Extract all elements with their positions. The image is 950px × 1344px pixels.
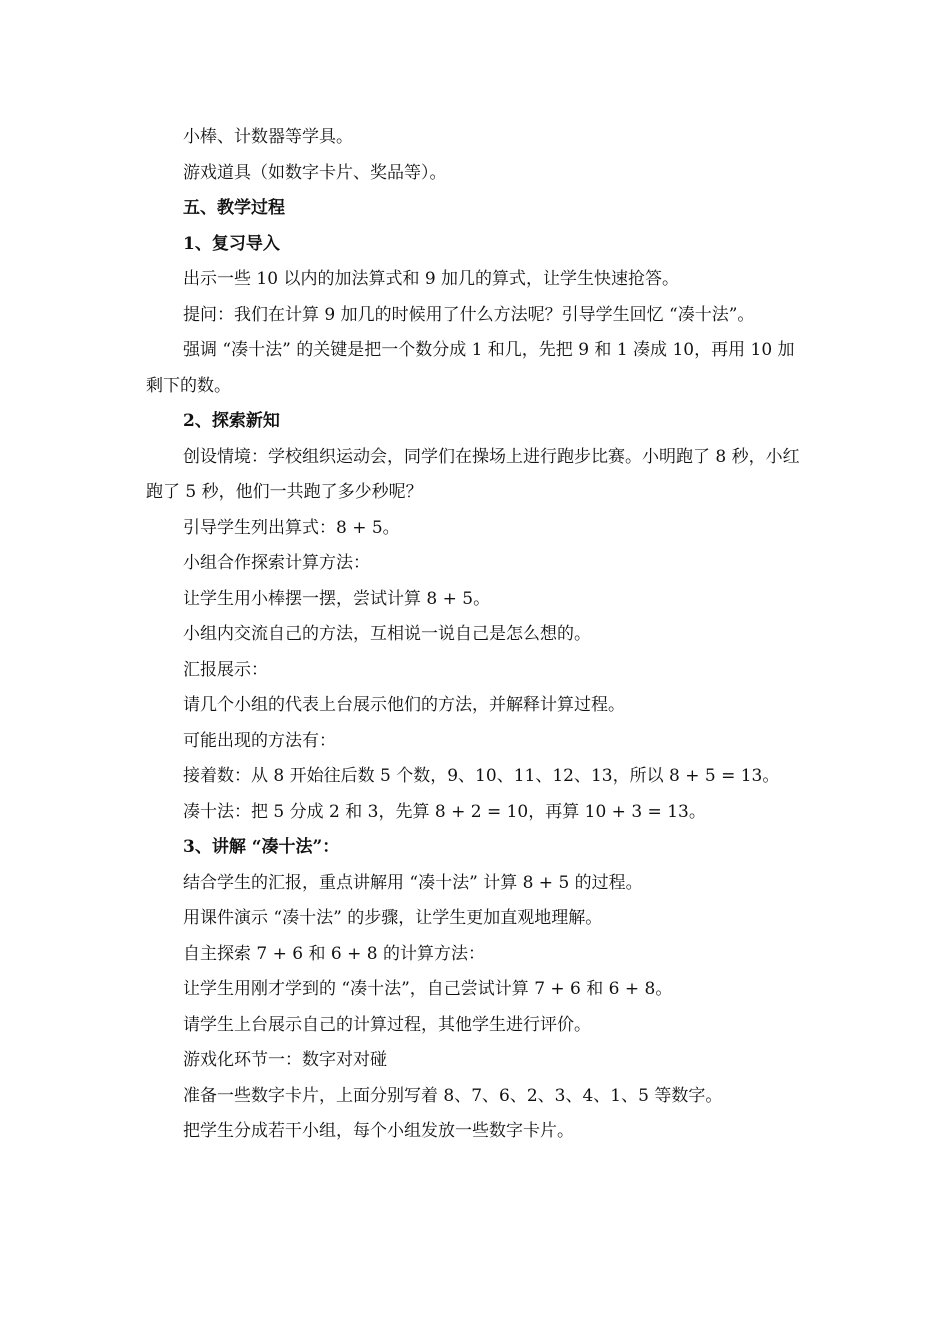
document-body xyxy=(146,120,810,1150)
paragraph: 提问：我们在计算 9 加几的时候用了什么方法呢？引导学生回忆 “凑十法”。 xyxy=(183,304,755,325)
paragraph: 强调 “凑十法” 的关键是把一个数分成 1 和几，先把 9 和 1 凑成 10，再用 10 加剩下的数。 xyxy=(146,340,795,396)
paragraph: 汇报展示： xyxy=(183,659,268,680)
paragraph: 出示一些 10 以内的加法算式和 9 加几的算式，让学生快速抢答。 xyxy=(183,269,680,289)
subsection-heading: 2、探索新知 xyxy=(183,411,280,431)
paragraph: 创设情境：学校组织运动会，同学们在操场上进行跑步比赛。小明跑了 8 秒，小红跑了 5 秒，他们一共跑了多少秒呢？ xyxy=(146,446,800,502)
paragraph: 结合学生的汇报，重点讲解用 “凑十法” 计算 8 + 5 的过程。 xyxy=(183,872,643,893)
paragraph: 可能出现的方法有： xyxy=(183,730,336,751)
subsection-heading: 1、复习导入 xyxy=(183,233,280,254)
paragraph: 小组合作探索计算方法： xyxy=(183,553,370,573)
paragraph: 引导学生列出算式：8 + 5。 xyxy=(183,517,400,538)
paragraph: 让学生用小棒摆一摆，尝试计算 8 + 5。 xyxy=(183,588,491,609)
subsection-heading: 3、讲解 “凑十法”： xyxy=(183,837,340,857)
paragraph: 接着数：从 8 开始往后数 5 个数，9、10、11、12、13，所以 8 + 5 = 13。 xyxy=(183,766,780,786)
paragraph: 把学生分成若干小组，每个小组发放一些数字卡片。 xyxy=(183,1121,574,1141)
paragraph: 让学生用刚才学到的 “凑十法”，自己尝试计算 7 + 6 和 6 + 8。 xyxy=(183,979,673,999)
paragraph: 自主探索 7 + 6 和 6 + 8 的计算方法： xyxy=(183,943,485,964)
paragraph: 小棒、计数器等学具。 xyxy=(183,127,353,147)
paragraph: 准备一些数字卡片，上面分别写着 8、7、6、2、3、4、1、5 等数字。 xyxy=(183,1085,723,1106)
paragraph: 游戏道具（如数字卡片、奖品等）。 xyxy=(183,162,447,183)
paragraph: 小组内交流自己的方法，互相说一说自己是怎么想的。 xyxy=(183,624,591,644)
paragraph: 游戏化环节一：数字对对碰 xyxy=(183,1050,387,1070)
section-heading: 五、教学过程 xyxy=(183,198,285,218)
paragraph: 用课件演示 “凑十法” 的步骤，让学生更加直观地理解。 xyxy=(183,908,603,928)
paragraph: 请几个小组的代表上台展示他们的方法，并解释计算过程。 xyxy=(183,695,625,715)
paragraph: 请学生上台展示自己的计算过程，其他学生进行评价。 xyxy=(183,1014,591,1035)
paragraph: 凑十法：把 5 分成 2 和 3，先算 8 + 2 = 10，再算 10 + 3 = 13。 xyxy=(183,801,706,822)
